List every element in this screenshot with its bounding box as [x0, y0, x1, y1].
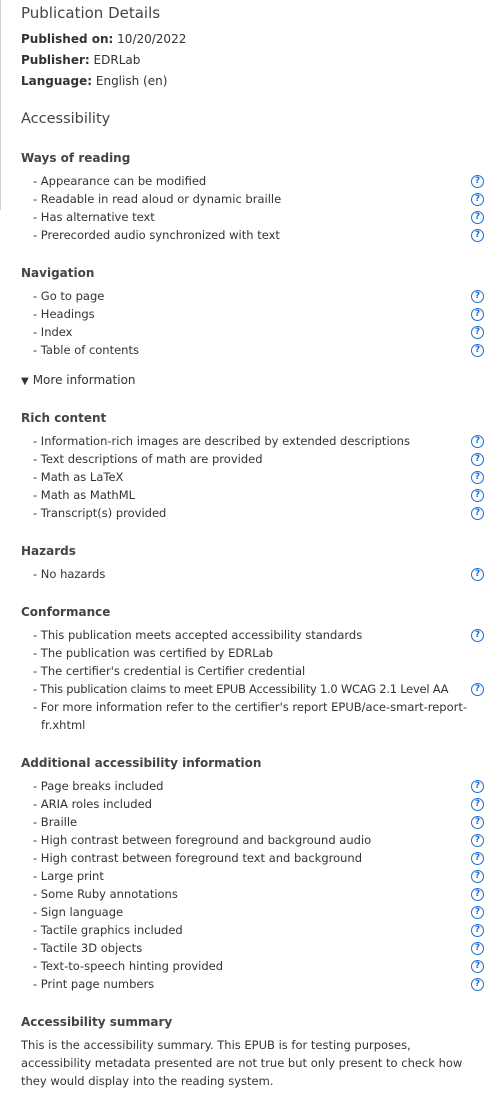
- help-circle-icon[interactable]: ?: [471, 344, 484, 357]
- list-item: - The publication was certified by EDRLab: [33, 646, 274, 660]
- language-value: English (en): [95, 74, 168, 88]
- list-item: - This publication meets accepted accessibility standards ?: [21, 626, 484, 644]
- list-item: - Go to page ?: [21, 287, 484, 305]
- rich-content-title: Rich content: [21, 411, 107, 425]
- navigation-title: Navigation: [21, 266, 95, 280]
- list-item: - Sign language ?: [21, 903, 484, 921]
- list-item: - Math as LaTeX ?: [21, 468, 484, 486]
- help-circle-icon[interactable]: ?: [471, 906, 484, 919]
- help-circle-icon[interactable]: ?: [471, 816, 484, 829]
- more-information-toggle[interactable]: [21, 371, 136, 389]
- publisher-value: EDRLab: [93, 53, 141, 67]
- help-circle-icon[interactable]: ?: [471, 942, 484, 955]
- triangle-down-icon: ▼: [21, 376, 29, 387]
- list-item: - This publication claims to meet EPUB Accessibility 1.0 WCAG 2.1 Level AA ?: [21, 680, 484, 698]
- help-circle-icon[interactable]: ?: [471, 175, 484, 188]
- more-information-label: More information: [32, 373, 136, 387]
- conformance-title: Conformance: [21, 605, 111, 619]
- help-circle-icon[interactable]: ?: [471, 211, 484, 224]
- published-on-row: [21, 29, 186, 50]
- published-on-label: Published on:: [21, 32, 114, 46]
- list-item: - Text-to-speech hinting provided ?: [21, 957, 484, 975]
- list-item: - Large print ?: [21, 867, 484, 885]
- list-item: - High contrast between foreground text and background ?: [21, 849, 484, 867]
- hazards-list: [21, 565, 484, 583]
- help-circle-icon[interactable]: ?: [471, 435, 484, 448]
- list-item: - Some Ruby annotations ?: [21, 885, 484, 903]
- ways-of-reading-title: Ways of reading: [21, 151, 131, 165]
- publication-details-heading: Publication Details: [21, 4, 161, 22]
- list-item: - Has alternative text ?: [21, 208, 484, 226]
- list-item: - Transcript(s) provided ?: [21, 504, 484, 522]
- list-item: - No hazards ?: [21, 565, 484, 583]
- list-item: - Page breaks included ?: [21, 777, 484, 795]
- list-item: - For more information refer to the certifier's report EPUB/ace-smart-report-fr.xhtml: [33, 700, 468, 732]
- publication-details-section: [21, 1, 484, 25]
- help-circle-icon[interactable]: ?: [471, 683, 484, 696]
- list-item: - Tactile 3D objects ?: [21, 939, 484, 957]
- publisher-label: Publisher:: [21, 53, 90, 67]
- accessibility-summary-text: This is the accessibility summary. This EPUB is for testing purposes, accessibility metadata presented are not true but only present to check how they would display into the reading system.: [21, 1038, 463, 1088]
- help-circle-icon[interactable]: ?: [471, 326, 484, 339]
- help-circle-icon[interactable]: ?: [471, 852, 484, 865]
- additional-info-list: [21, 777, 484, 993]
- list-item: - Tactile graphics included ?: [21, 921, 484, 939]
- list-item: - Headings ?: [21, 305, 484, 323]
- help-circle-icon[interactable]: ?: [471, 834, 484, 847]
- list-item: - Math as MathML ?: [21, 486, 484, 504]
- list-item: - High contrast between foreground and background audio ?: [21, 831, 484, 849]
- list-item: - Print page numbers ?: [21, 975, 484, 993]
- help-circle-icon[interactable]: ?: [471, 924, 484, 937]
- list-item: - Text descriptions of math are provided ?: [21, 450, 484, 468]
- publisher-row: [21, 50, 140, 71]
- published-on-value: 10/20/2022: [117, 32, 187, 46]
- help-circle-icon[interactable]: ?: [471, 629, 484, 642]
- help-circle-icon[interactable]: ?: [471, 888, 484, 901]
- help-circle-icon[interactable]: ?: [471, 489, 484, 502]
- list-item: - Readable in read aloud or dynamic braille ?: [21, 190, 484, 208]
- help-circle-icon[interactable]: ?: [471, 290, 484, 303]
- list-item: - The certifier's credential is Certifier credential: [33, 664, 306, 678]
- help-circle-icon[interactable]: ?: [471, 978, 484, 991]
- list-item: - Appearance can be modified ?: [21, 172, 484, 190]
- help-circle-icon[interactable]: ?: [471, 193, 484, 206]
- accessibility-summary-title: Accessibility summary: [21, 1015, 173, 1029]
- help-circle-icon[interactable]: ?: [471, 229, 484, 242]
- help-circle-icon[interactable]: ?: [471, 453, 484, 466]
- list-item: - Index ?: [21, 323, 484, 341]
- help-circle-icon[interactable]: ?: [471, 568, 484, 581]
- language-row: [21, 71, 167, 92]
- hazards-title: Hazards: [21, 544, 76, 558]
- help-circle-icon[interactable]: ?: [471, 471, 484, 484]
- help-circle-icon[interactable]: ?: [471, 507, 484, 520]
- rich-content-list: [21, 432, 484, 522]
- help-circle-icon[interactable]: ?: [471, 780, 484, 793]
- help-circle-icon[interactable]: ?: [471, 960, 484, 973]
- help-circle-icon[interactable]: ?: [471, 308, 484, 321]
- list-item: - Prerecorded audio synchronized with text ?: [21, 226, 484, 244]
- additional-info-title: Additional accessibility information: [21, 756, 262, 770]
- ways-of-reading-list: [21, 172, 484, 244]
- panel-left-border: [0, 0, 1, 210]
- accessibility-heading: Accessibility: [21, 111, 111, 127]
- list-item: - ARIA roles included ?: [21, 795, 484, 813]
- language-label: Language:: [21, 74, 93, 88]
- conformance-list: [21, 626, 484, 734]
- navigation-list: [21, 287, 484, 359]
- list-item: - Braille ?: [21, 813, 484, 831]
- list-item: - Table of contents ?: [21, 341, 484, 359]
- help-circle-icon[interactable]: ?: [471, 870, 484, 883]
- help-circle-icon[interactable]: ?: [471, 798, 484, 811]
- list-item: - Information-rich images are described by extended descriptions ?: [21, 432, 484, 450]
